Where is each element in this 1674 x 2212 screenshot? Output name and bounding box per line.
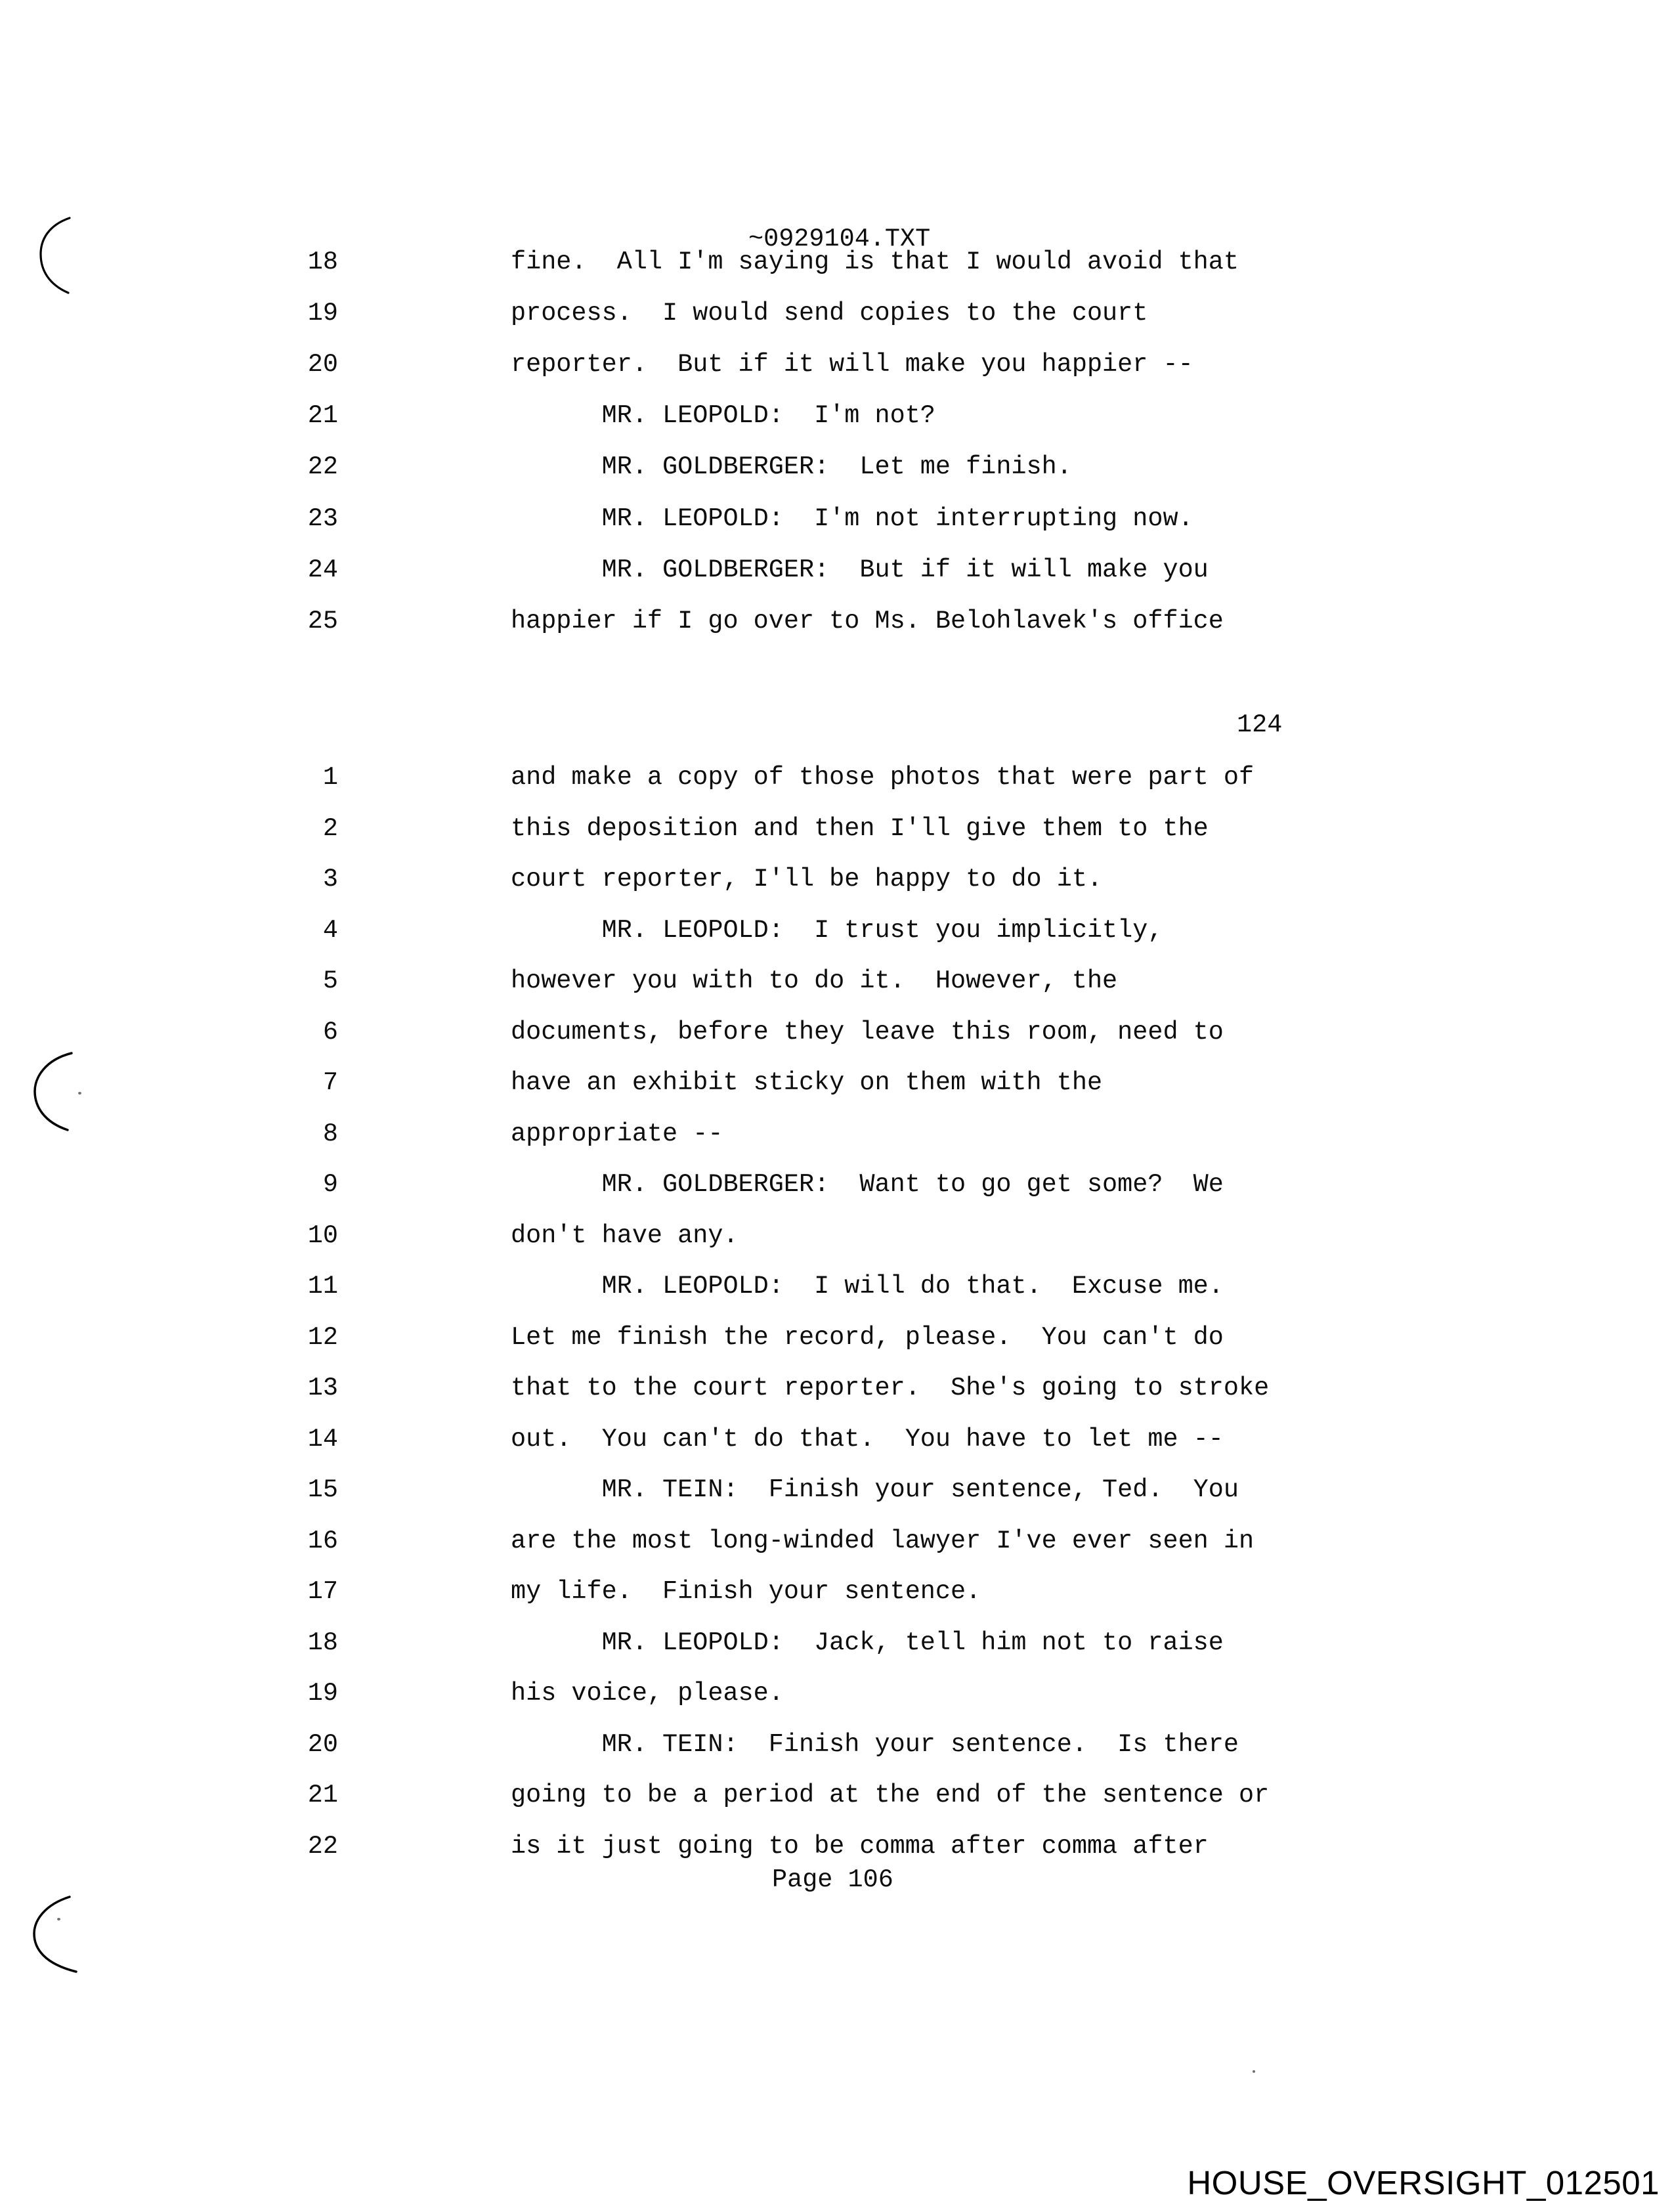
line-text: going to be a period at the end of the sentence or (511, 1781, 1270, 1810)
scan-artifact-arc-bottom (33, 1894, 79, 1974)
transcript-line (0, 1526, 1674, 1557)
transcript-line (0, 813, 1674, 845)
line-number: 16 (307, 1526, 338, 1555)
line-number: 22 (307, 1831, 338, 1861)
line-number: 13 (307, 1374, 338, 1402)
line-text: this deposition and then I'll give them to the (511, 813, 1209, 843)
line-text: my life. Finish your sentence. (511, 1577, 981, 1606)
line-text: MR. LEOPOLD: I'm not? (511, 401, 935, 431)
transcript-line (0, 968, 1674, 997)
line-text: MR. LEOPOLD: Jack, tell him not to raise (511, 1628, 1224, 1657)
line-text: Let me finish the record, please. You can't do (511, 1322, 1224, 1352)
line-number: 6 (322, 1017, 338, 1047)
line-number: 9 (322, 1170, 338, 1199)
line-text: MR. GOLDBERGER: Want to go get some? We (511, 1170, 1224, 1199)
line-text: appropriate -- (511, 1119, 723, 1148)
line-number: 23 (307, 504, 338, 533)
transcript-line (0, 1017, 1674, 1049)
transcript-line (0, 915, 1674, 947)
transcript-line (0, 1274, 1674, 1303)
transcript-line (0, 1322, 1674, 1354)
line-number: 1 (322, 763, 338, 792)
line-number: 18 (307, 1628, 338, 1657)
line-text: that to the court reporter. She's going to stroke (511, 1374, 1270, 1402)
line-number: 19 (307, 299, 338, 328)
line-number: 10 (307, 1221, 338, 1250)
line-number: 11 (307, 1272, 338, 1301)
transcript-line (0, 765, 1674, 794)
transcript-line (0, 1681, 1674, 1710)
line-text: have an exhibit sticky on them with the (511, 1068, 1103, 1097)
footer-page-label: Page 106 (772, 1865, 893, 1894)
line-number: 5 (322, 966, 338, 995)
line-text: MR. GOLDBERGER: But if it will make you (511, 555, 1209, 584)
line-text: don't have any. (511, 1221, 739, 1250)
transcript-line (0, 352, 1674, 381)
transcript-line (0, 1630, 1674, 1659)
line-number: 14 (307, 1424, 338, 1454)
line-text: and make a copy of those photos that were part of (511, 763, 1255, 792)
line-number: 22 (307, 452, 338, 482)
line-number: 12 (307, 1322, 338, 1352)
line-text: MR. TEIN: Finish your sentence. Is there (511, 1729, 1239, 1759)
line-number: 24 (307, 555, 338, 584)
line-number: 15 (307, 1475, 338, 1504)
transcript-line (0, 1477, 1674, 1506)
transcript-line (0, 506, 1674, 535)
transcript-line (0, 1223, 1674, 1252)
transcript-line (0, 1121, 1674, 1150)
transcript-page-number: 124 (1237, 710, 1283, 739)
line-number: 2 (322, 813, 338, 843)
transcript-line (0, 1831, 1674, 1863)
transcript-line (0, 606, 1674, 638)
transcript-line (0, 1783, 1674, 1811)
line-text: MR. LEOPOLD: I'm not interrupting now. (511, 504, 1193, 533)
bates-stamp: HOUSE_OVERSIGHT_012501 (1187, 2164, 1660, 2201)
transcript-line (0, 1424, 1674, 1456)
line-number: 20 (307, 1729, 338, 1759)
line-text: MR. LEOPOLD: I trust you implicitly, (511, 915, 1163, 945)
line-number: 18 (307, 248, 338, 276)
transcript-line (0, 249, 1674, 278)
scan-speck (57, 1918, 60, 1920)
line-number: 25 (307, 606, 338, 636)
line-text: MR. LEOPOLD: I will do that. Excuse me. (511, 1272, 1224, 1301)
line-text: MR. TEIN: Finish your sentence, Ted. You (511, 1475, 1239, 1504)
transcript-line (0, 1729, 1674, 1761)
transcript-line (0, 557, 1674, 586)
scan-speck (1253, 2070, 1255, 2073)
header-filename: ~0929104.TXT (748, 225, 931, 253)
line-number: 4 (322, 915, 338, 945)
transcript-line (0, 1579, 1674, 1608)
line-text: are the most long-winded lawyer I've ever seen in (511, 1526, 1255, 1555)
line-number: 19 (307, 1679, 338, 1708)
line-text: MR. GOLDBERGER: Let me finish. (511, 452, 1072, 482)
transcript-line (0, 1172, 1674, 1201)
transcript-line (0, 454, 1674, 483)
line-text: is it just going to be comma after comma after (511, 1831, 1209, 1861)
line-text: process. I would send copies to the court (511, 299, 1148, 328)
line-text: documents, before they leave this room, need to (511, 1017, 1224, 1047)
transcript-line (0, 403, 1674, 432)
transcript-line (0, 1070, 1674, 1099)
line-text: however you with to do it. However, the (511, 966, 1118, 995)
line-number: 21 (307, 401, 338, 431)
line-text: reporter. But if it will make you happier -- (511, 350, 1193, 380)
line-text: his voice, please. (511, 1679, 784, 1708)
line-number: 8 (322, 1119, 338, 1148)
line-text: fine. All I'm saying is that I would avoid that (511, 248, 1239, 276)
transcript-line (0, 867, 1674, 896)
transcript-line (0, 301, 1674, 330)
line-text: happier if I go over to Ms. Belohlavek's office (511, 606, 1224, 636)
line-number: 21 (307, 1781, 338, 1810)
transcript-line (0, 1376, 1674, 1404)
line-text: out. You can't do that. You have to let me -- (511, 1424, 1224, 1454)
line-number: 17 (307, 1577, 338, 1606)
line-number: 3 (322, 865, 338, 894)
line-number: 20 (307, 350, 338, 380)
line-number: 7 (322, 1068, 338, 1097)
line-text: court reporter, I'll be happy to do it. (511, 865, 1103, 894)
